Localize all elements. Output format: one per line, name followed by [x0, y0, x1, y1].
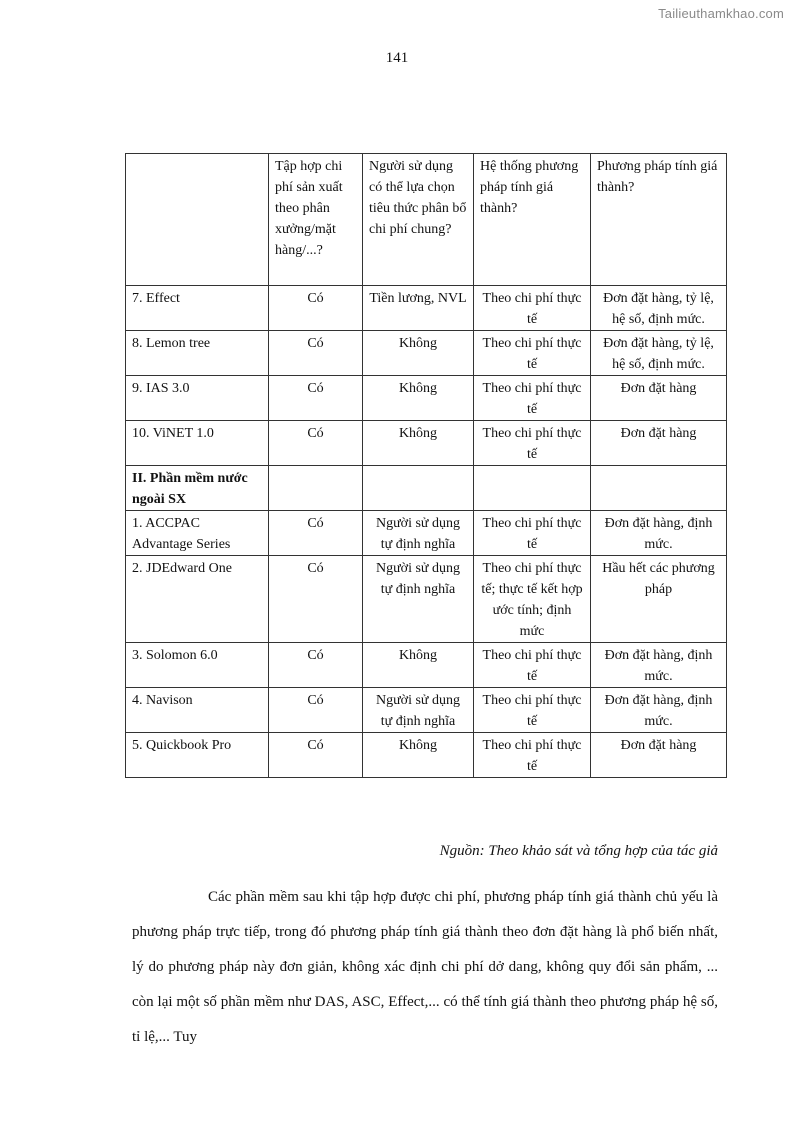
cell-software: 4. Navison [126, 688, 269, 733]
header-cell-allocation-criteria: Người sử dụng có thể lựa chọn tiêu thức phân bổ chi phí chung? [363, 154, 474, 286]
cell-cost-collection [269, 466, 363, 511]
cell-costing-system: Theo chi phí thực tế [474, 331, 591, 376]
cell-allocation-criteria: Người sử dụng tự định nghĩa [363, 511, 474, 556]
cell-allocation-criteria: Không [363, 421, 474, 466]
cell-costing-method: Đơn đặt hàng [591, 421, 727, 466]
table-section-row [126, 466, 727, 511]
cell-costing-method: Đơn đặt hàng [591, 376, 727, 421]
cell-allocation-criteria: Không [363, 643, 474, 688]
cell-allocation-criteria: Không [363, 376, 474, 421]
cell-costing-method: Đơn đặt hàng, định mức. [591, 688, 727, 733]
cell-allocation-criteria [363, 466, 474, 511]
cell-costing-system: Theo chi phí thực tế [474, 643, 591, 688]
table-row [126, 643, 727, 688]
cell-costing-method: Đơn đặt hàng, định mức. [591, 643, 727, 688]
cell-software: 1. ACCPAC Advantage Series [126, 511, 269, 556]
cell-cost-collection: Có [269, 733, 363, 778]
watermark: Tailieuthamkhao.com [658, 6, 784, 21]
cell-costing-method: Đơn đặt hàng, tỷ lệ, hệ số, định mức. [591, 331, 727, 376]
cell-cost-collection: Có [269, 556, 363, 643]
header-cell-software [126, 154, 269, 286]
cell-software: 2. JDEdward One [126, 556, 269, 643]
cell-costing-system: Theo chi phí thực tế [474, 286, 591, 331]
table-row [126, 556, 727, 643]
cell-costing-method: Đơn đặt hàng, định mức. [591, 511, 727, 556]
cell-cost-collection: Có [269, 643, 363, 688]
cell-allocation-criteria: Không [363, 331, 474, 376]
source-note: Nguồn: Theo khảo sát và tổng hợp của tác giả [439, 843, 718, 859]
cell-costing-system [474, 466, 591, 511]
cell-software: 5. Quickbook Pro [126, 733, 269, 778]
cell-cost-collection: Có [269, 511, 363, 556]
header-cell-cost-collection: Tập hợp chi phí sản xuất theo phân xưởng/mặt hàng/...? [269, 154, 363, 286]
cell-cost-collection: Có [269, 421, 363, 466]
cell-costing-method: Hầu hết các phương pháp [591, 556, 727, 643]
table-row [126, 733, 727, 778]
table-header-row [126, 154, 727, 286]
cell-allocation-criteria: Không [363, 733, 474, 778]
table-row [126, 331, 727, 376]
cell-costing-method: Đơn đặt hàng [591, 733, 727, 778]
cell-cost-collection: Có [269, 286, 363, 331]
cell-costing-method: Đơn đặt hàng, tỷ lệ, hệ số, định mức. [591, 286, 727, 331]
cell-software: 9. IAS 3.0 [126, 376, 269, 421]
cell-software: 7. Effect [126, 286, 269, 331]
cell-costing-system: Theo chi phí thực tế; thực tế kết hợp ước tính; định mức [474, 556, 591, 643]
table-row [126, 511, 727, 556]
table-row [126, 376, 727, 421]
page-number: 141 [385, 50, 409, 66]
cell-costing-system: Theo chi phí thực tế [474, 733, 591, 778]
table-row [126, 688, 727, 733]
cell-costing-method [591, 466, 727, 511]
cell-costing-system: Theo chi phí thực tế [474, 376, 591, 421]
header-cell-costing-method: Phương pháp tính giá thành? [591, 154, 727, 286]
cell-software: 8. Lemon tree [126, 331, 269, 376]
section-heading-foreign-software: II. Phần mềm nước ngoài SX [126, 466, 269, 511]
header-cell-costing-system: Hệ thống phương pháp tính giá thành? [474, 154, 591, 286]
cell-allocation-criteria: Người sử dụng tự định nghĩa [363, 556, 474, 643]
paragraph-text: Các phần mềm sau khi tập hợp được chi phí, phương pháp tính giá thành chủ yếu là phương pháp trực tiếp, trong đó phương pháp tính giá thành theo đơn đặt hàng là phổ biến nhất, lý do phương pháp này đơn giản, không xác định chi phí dở dang, không quy đổi sản phẩm, ... còn lại một số phần mềm như DAS, ASC, Effect,... có thể tính giá thành theo phương pháp hệ số, tỉ lệ,... Tuy [132, 889, 718, 1045]
cell-cost-collection: Có [269, 376, 363, 421]
cell-software: 3. Solomon 6.0 [126, 643, 269, 688]
cell-cost-collection: Có [269, 688, 363, 733]
table-row [126, 421, 727, 466]
cell-allocation-criteria: Tiền lương, NVL [363, 286, 474, 331]
software-survey-table [125, 153, 727, 778]
cell-costing-system: Theo chi phí thực tế [474, 688, 591, 733]
cell-costing-system: Theo chi phí thực tế [474, 421, 591, 466]
cell-costing-system: Theo chi phí thực tế [474, 511, 591, 556]
body-paragraph [132, 880, 718, 1055]
cell-cost-collection: Có [269, 331, 363, 376]
table-row [126, 286, 727, 331]
cell-allocation-criteria: Người sử dụng tự định nghĩa [363, 688, 474, 733]
cell-software: 10. ViNET 1.0 [126, 421, 269, 466]
